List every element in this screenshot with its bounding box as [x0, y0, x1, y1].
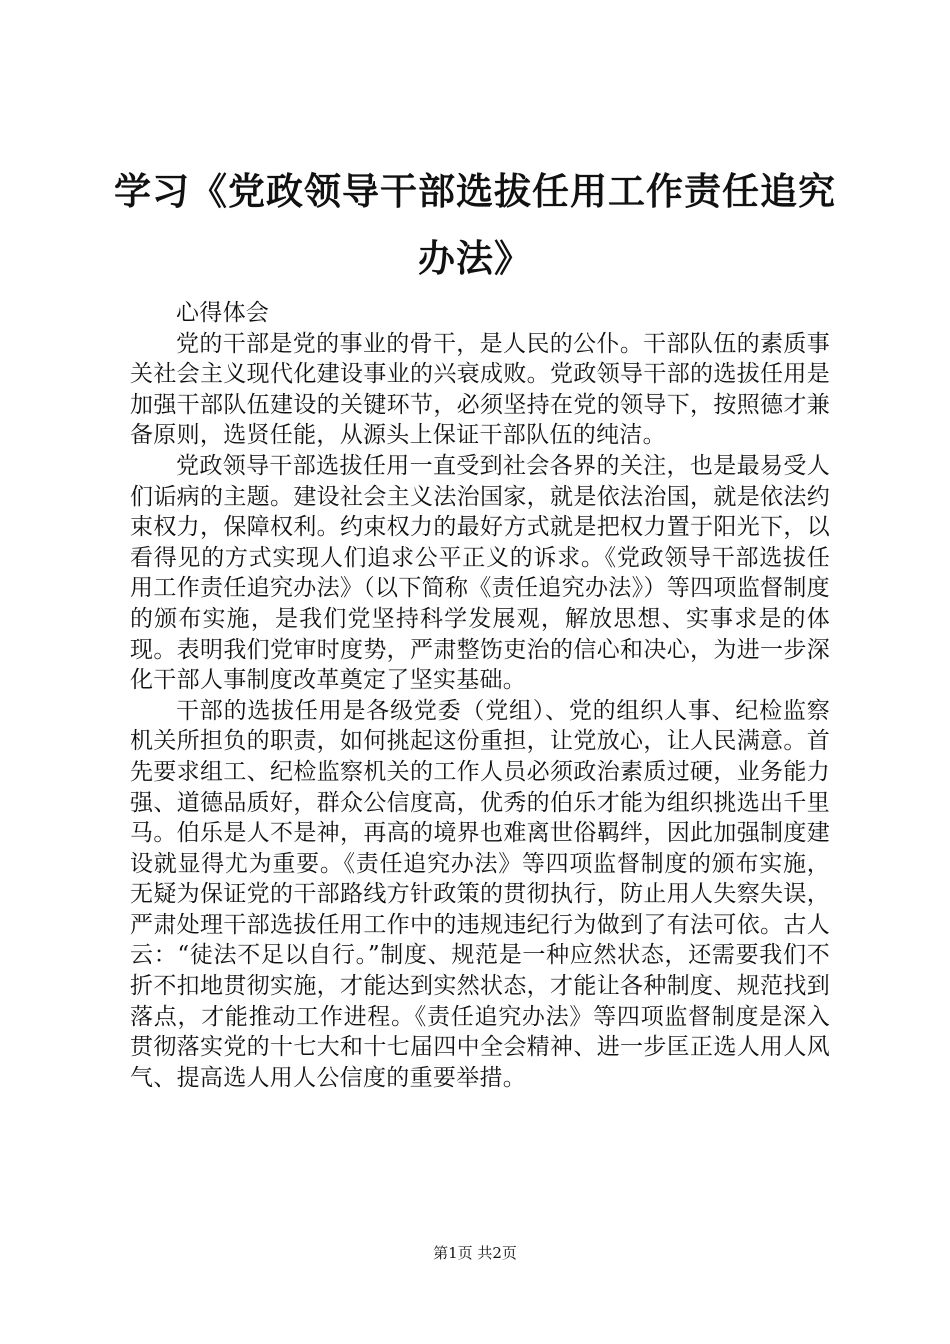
document-title: 学习《党政领导干部选拔任用工作责任追究办法》 [114, 169, 836, 280]
paragraph: 党的干部是党的事业的骨干，是人民的公仆。干部队伍的素质事关社会主义现代化建设事业的兴衰成败。党政领导干部的选拔任用是加强干部队伍建设的关键环节，必须坚持在党的领导下，按照德才兼备原则，选贤任能，从源头上保证干部队伍的纯洁。 [130, 330, 830, 449]
paragraph: 党政领导干部选拔任用一直受到社会各界的关注，也是最易受人们诟病的主题。建设社会主义法治国家，就是依法治国，就是依法约束权力，保障权利。约束权力的最好方式就是把权力置于阳光下，以看得见的方式实现人们追求公平正义的诉求。《党政领导干部选拔任用工作责任追究办法》（以下简称《责任追究办法》）等四项监督制度的颁布实施，是我们党坚持科学发展观，解放思想、实事求是的体现。表明我们党审时度势，严肃整饬吏治的信心和决心，为进一步深化干部人事制度改革奠定了坚实基础。 [130, 452, 830, 694]
page-footer: 第1页 共2页 [433, 1244, 517, 1262]
document-subtitle: 心得体会 [176, 300, 270, 326]
document-body [130, 298, 830, 1093]
paragraph: 干部的选拔任用是各级党委（党组）、党的组织人事、纪检监察机关所担负的职责，如何挑起这份重担，让党放心，让人民满意。首先要求组工、纪检监察机关的工作人员必须政治素质过硬，业务能力强、道德品质好，群众公信度高，优秀的伯乐才能为组织挑选出千里马。伯乐是人不是神，再高的境界也难离世俗羁绊，因此加强制度建设就显得尤为重要。《责任追究办法》等四项监督制度的颁布实施，无疑为保证党的干部路线方针政策的贯彻执行，防止用人失察失误，严肃处理干部选拔任用工作中的违规违纪行为做到了有法可依。古人云：“徒法不足以自行。”制度、规范是一种应然状态，还需要我们不折不扣地贯彻实施，才能达到实然状态，才能让各种制度、规范找到落点，才能推动工作进程。《责任追究办法》等四项监督制度是深入贯彻落实党的十七大和十七届四中全会精神、进一步匡正选人用人风气、提高选人用人公信度的重要举措。 [130, 697, 830, 1091]
